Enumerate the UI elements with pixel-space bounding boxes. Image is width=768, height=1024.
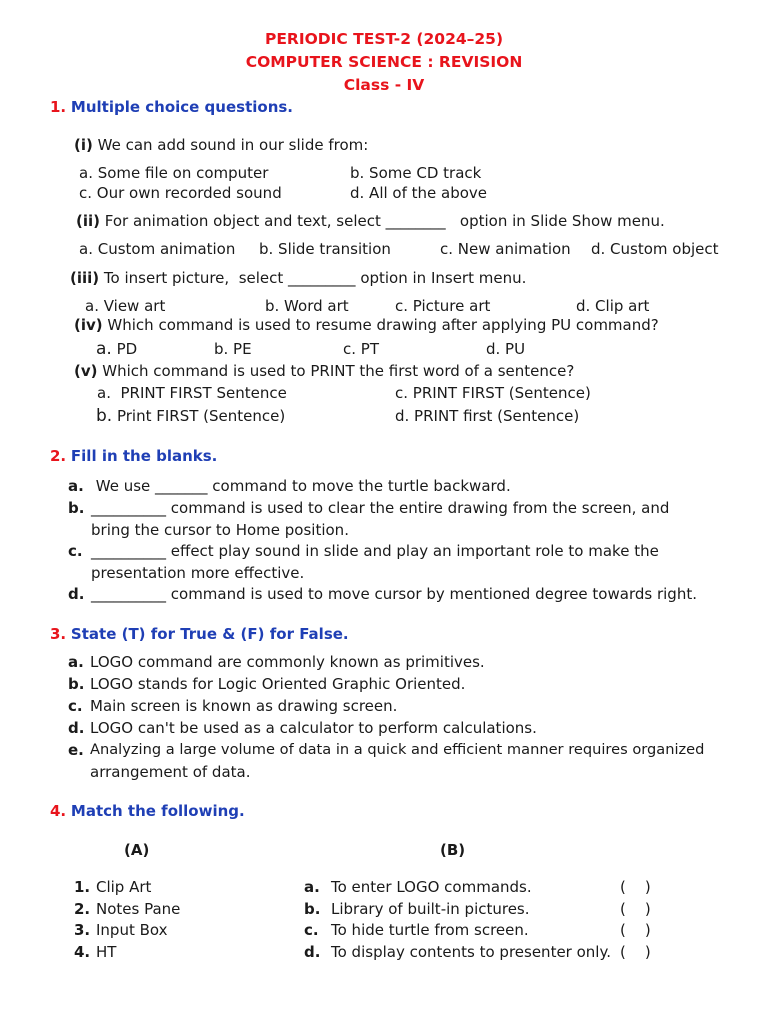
list-item-text: LOGO can't be used as a calculator to perform calculations.	[90, 719, 537, 737]
match-col-a: HT	[96, 943, 117, 961]
list-item: a.	[68, 477, 84, 495]
subject-title: COMPUTER SCIENCE : REVISION	[245, 53, 523, 71]
section-title: Fill in the blanks.	[70, 447, 218, 465]
match-row-letter: d.	[304, 943, 321, 961]
column-a-header: (A)	[124, 841, 150, 859]
option: b. Some CD track	[350, 164, 482, 182]
match-col-b: To enter LOGO commands.	[331, 878, 532, 896]
option: b. PE	[214, 340, 252, 358]
question-4	[74, 315, 659, 335]
option: c. PRINT FIRST (Sentence)	[395, 384, 591, 402]
list-item-text: Main screen is known as drawing screen.	[90, 697, 398, 715]
question-text: For animation object and text, select ________ option in Slide Show menu.	[104, 212, 665, 230]
match-col-a: Clip Art	[96, 878, 152, 896]
match-row-letter: a.	[304, 878, 320, 896]
match-col-b: To hide turtle from screen.	[331, 921, 529, 939]
question-number: (v)	[74, 362, 98, 380]
option	[96, 339, 137, 359]
answer-bracket: ( )	[620, 878, 651, 896]
column-b-header: (B)	[440, 841, 466, 859]
question-5	[74, 361, 574, 381]
question-number: (i)	[74, 136, 93, 154]
option: a. PRINT FIRST Sentence	[97, 384, 287, 402]
class-title: Class - IV	[343, 76, 425, 94]
section-title: Match the following.	[70, 802, 245, 820]
option: a. Some file on computer	[79, 164, 269, 182]
option	[96, 406, 285, 426]
section-number: 1.	[50, 98, 67, 116]
match-col-b: Library of built-in pictures.	[331, 900, 530, 918]
section-3-heading	[50, 624, 349, 644]
list-item-text: __________ command is used to clear the entire drawing from the screen, and	[91, 499, 670, 517]
match-row-letter: b.	[304, 900, 321, 918]
option: d. Clip art	[576, 297, 650, 315]
match-col-b: To display contents to presenter only.	[331, 943, 611, 961]
question-number: (iv)	[74, 316, 103, 334]
option-text: PD	[116, 340, 138, 358]
section-number: 2.	[50, 447, 67, 465]
option-text: Print FIRST (Sentence)	[116, 407, 286, 425]
list-item-text: LOGO command are commonly known as primitives.	[90, 653, 485, 671]
question-3	[70, 268, 526, 288]
question-number: (iii)	[70, 269, 100, 287]
question-2	[76, 211, 665, 231]
list-item-text: __________ effect play sound in slide and play an important role to make the	[91, 542, 659, 560]
list-item: b.	[68, 499, 85, 517]
list-item-text: Analyzing a large volume of data in a quick and efficient manner requires organized	[90, 741, 705, 758]
option: c. New animation	[440, 240, 571, 258]
answer-bracket: ( )	[620, 943, 651, 961]
question-text: Which command is used to resume drawing after applying PU command?	[107, 316, 659, 334]
match-row-number: 4.	[74, 943, 91, 961]
list-item: b.	[68, 675, 85, 693]
match-row-number: 1.	[74, 878, 91, 896]
question-text: To insert picture, select _________ option in Insert menu.	[103, 269, 527, 287]
section-title: Multiple choice questions.	[70, 98, 293, 116]
option: a. Custom animation	[79, 240, 236, 258]
match-row-number: 2.	[74, 900, 91, 918]
option: d. All of the above	[350, 184, 488, 202]
list-item-text: __________ command is used to move cursor by mentioned degree towards right.	[91, 585, 697, 603]
option: d. PRINT first (Sentence)	[395, 407, 580, 425]
section-number: 4.	[50, 802, 67, 820]
option: c. Picture art	[395, 297, 491, 315]
option: d. Custom object	[591, 240, 719, 258]
match-col-a: Notes Pane	[96, 900, 181, 918]
list-item: a.	[68, 653, 84, 671]
option: c. PT	[343, 340, 379, 358]
option: a. View art	[85, 297, 166, 315]
list-item: d.	[68, 719, 85, 737]
match-col-a: Input Box	[96, 921, 168, 939]
section-title: State (T) for True & (F) for False.	[70, 625, 349, 643]
match-row-number: 3.	[74, 921, 91, 939]
option: d. PU	[486, 340, 526, 358]
question-number: (ii)	[76, 212, 100, 230]
section-2-heading	[50, 446, 217, 466]
list-item-text: arrangement of data.	[90, 763, 251, 781]
option-letter: a.	[96, 339, 112, 359]
list-item-text: LOGO stands for Logic Oriented Graphic Oriented.	[90, 675, 466, 693]
question-text: We can add sound in our slide from:	[97, 136, 369, 154]
list-item-text: presentation more effective.	[91, 564, 305, 582]
list-item-text: bring the cursor to Home position.	[91, 521, 349, 539]
answer-bracket: ( )	[620, 921, 651, 939]
test-title: PERIODIC TEST-2 (2024–25)	[264, 30, 504, 48]
list-item-text: We use _______ command to move the turtle backward.	[91, 477, 511, 495]
section-1-heading	[50, 97, 293, 117]
option: b. Word art	[265, 297, 349, 315]
list-item: c.	[68, 542, 83, 560]
option: b. Slide transition	[259, 240, 391, 258]
question-text: Which command is used to PRINT the first word of a sentence?	[102, 362, 575, 380]
list-item: d.	[68, 585, 85, 603]
list-item: c.	[68, 697, 83, 715]
section-number: 3.	[50, 625, 67, 643]
section-4-heading	[50, 801, 245, 821]
option-letter: b.	[96, 406, 113, 426]
answer-bracket: ( )	[620, 900, 651, 918]
list-item: e.	[68, 741, 84, 759]
question-1	[74, 135, 368, 155]
match-row-letter: c.	[304, 921, 319, 939]
option: c. Our own recorded sound	[79, 184, 282, 202]
